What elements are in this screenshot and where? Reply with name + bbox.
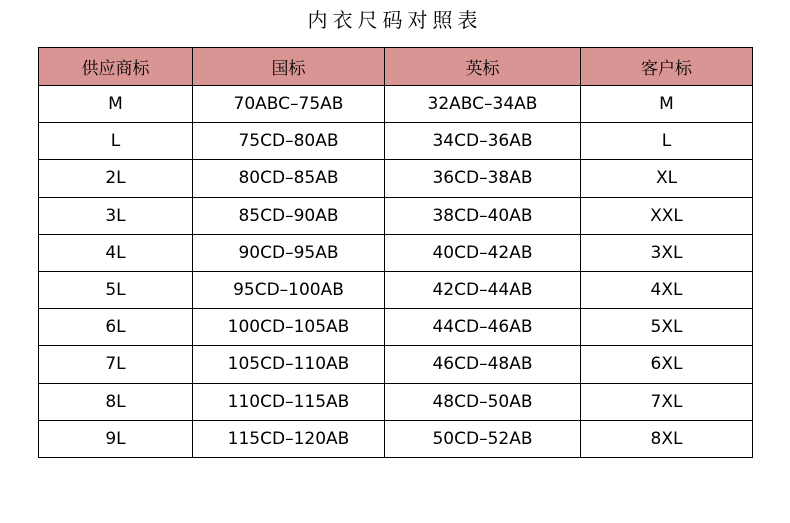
table-cell: 40CD–42AB	[385, 234, 581, 271]
table-row	[39, 86, 753, 123]
table-cell: 6L	[39, 309, 193, 346]
table-cell: XL	[581, 160, 753, 197]
table-cell: 42CD–44AB	[385, 271, 581, 308]
table-cell: M	[581, 86, 753, 123]
table-row	[39, 160, 753, 197]
table-cell: 100CD–105AB	[193, 309, 385, 346]
table-cell: L	[581, 123, 753, 160]
page-title: 内衣尺码对照表	[307, 8, 483, 32]
table-cell: 75CD–80AB	[193, 123, 385, 160]
table-cell: 44CD–46AB	[385, 309, 581, 346]
table-cell: 46CD–48AB	[385, 346, 581, 383]
table-cell: 115CD–120AB	[193, 420, 385, 457]
size-chart-table	[38, 47, 753, 458]
table-cell: M	[39, 86, 193, 123]
header-supplier-size: 供应商标	[39, 48, 193, 86]
table-header-row	[39, 48, 753, 86]
table-cell: 6XL	[581, 346, 753, 383]
table-row	[39, 271, 753, 308]
table-cell: 9L	[39, 420, 193, 457]
table-cell: XXL	[581, 197, 753, 234]
table-row	[39, 234, 753, 271]
table-cell: L	[39, 123, 193, 160]
table-row	[39, 383, 753, 420]
table-cell: 3L	[39, 197, 193, 234]
table-cell: 32ABC–34AB	[385, 86, 581, 123]
table-row	[39, 197, 753, 234]
table-cell: 105CD–110AB	[193, 346, 385, 383]
table-cell: 5L	[39, 271, 193, 308]
table-cell: 8L	[39, 383, 193, 420]
table-cell: 7L	[39, 346, 193, 383]
table-cell: 80CD–85AB	[193, 160, 385, 197]
table-cell: 3XL	[581, 234, 753, 271]
table-cell: 8XL	[581, 420, 753, 457]
table-row	[39, 346, 753, 383]
table-cell: 4L	[39, 234, 193, 271]
table-cell: 38CD–40AB	[385, 197, 581, 234]
table-cell: 90CD–95AB	[193, 234, 385, 271]
table-row	[39, 420, 753, 457]
table-cell: 4XL	[581, 271, 753, 308]
table-cell: 110CD–115AB	[193, 383, 385, 420]
table-cell: 2L	[39, 160, 193, 197]
table-row	[39, 309, 753, 346]
table-cell: 48CD–50AB	[385, 383, 581, 420]
table-row	[39, 123, 753, 160]
table-cell: 36CD–38AB	[385, 160, 581, 197]
table-cell: 85CD–90AB	[193, 197, 385, 234]
table-cell: 70ABC–75AB	[193, 86, 385, 123]
table-cell: 7XL	[581, 383, 753, 420]
table-cell: 95CD–100AB	[193, 271, 385, 308]
table-cell: 34CD–36AB	[385, 123, 581, 160]
header-customer-size: 客户标	[581, 48, 753, 86]
table-cell: 5XL	[581, 309, 753, 346]
table-cell: 50CD–52AB	[385, 420, 581, 457]
header-national-standard: 国标	[193, 48, 385, 86]
header-uk-standard: 英标	[385, 48, 581, 86]
